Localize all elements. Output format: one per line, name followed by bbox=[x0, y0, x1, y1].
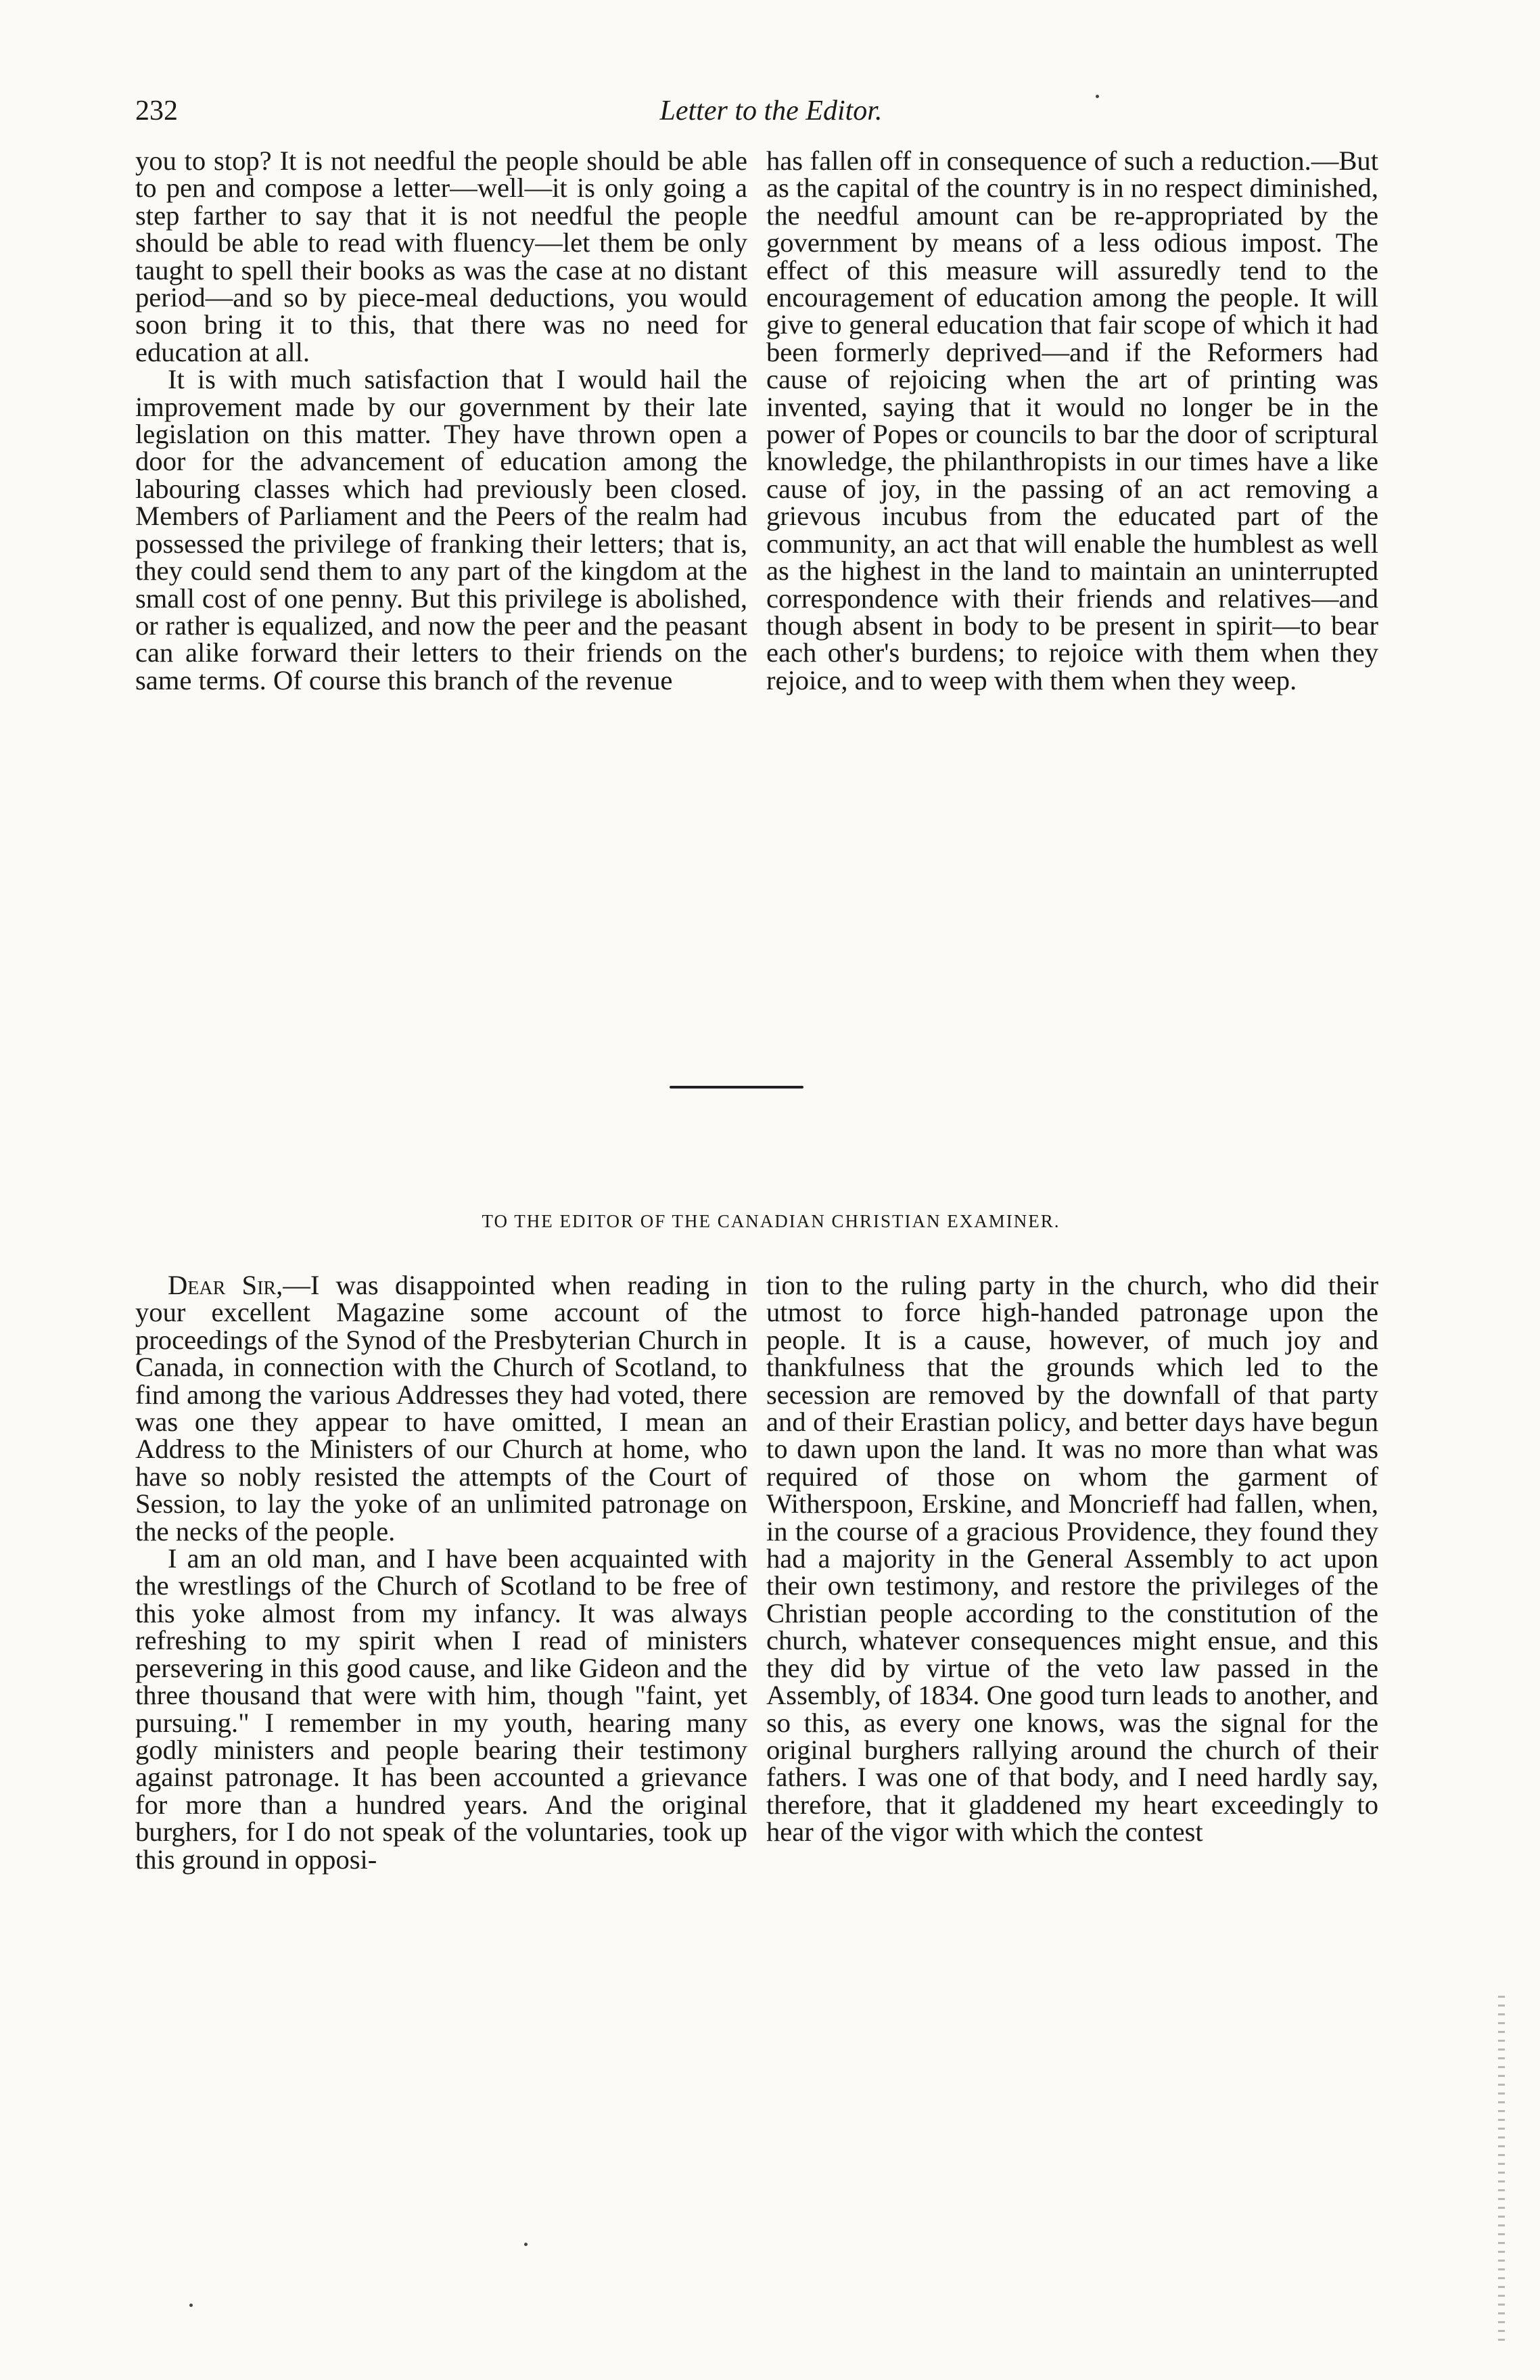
page-number: 232 bbox=[135, 95, 178, 127]
article1-paragraph: you to stop? It is not needful the people should be able to pen and compose a letter—well—it is only going a step farther to say that it is not needful the people should be able to read with fluency—let them be only taught to spell their books as was the case at no distant period—and so by piece-meal deductions, you would soon bring it to this, that there was no need for education at all. bbox=[135, 145, 747, 367]
running-head bbox=[135, 95, 1407, 135]
scan-speck bbox=[189, 2304, 193, 2307]
article1-left-column bbox=[135, 147, 747, 694]
article1-paragraph: has fallen off in consequence of such a reduction.—But as the capital of the country is in no respect diminished, the needful amount can be re-appropriated by the government by means of a less odious impost. The effect of this measure will assuredly tend to the encouragement of education among the people. It will give to general education that fair scope of which it had been formerly deprived—and if the Reformers had cause of rejoicing when the art of printing was invented, saying that it would no longer be in the power of Popes or councils to bar the door of scriptural knowledge, the philanthropists in our times have a like cause of joy, in the passing of an act removing a grievous incubus from the educated part of the community, an act that will enable the humblest as well as the highest in the land to maintain an uninterrupted correspondence with their friends and relatives—and though absent in body to be present in spirit—to bear each other's burdens; to rejoice with them when they rejoice, and to weep with them when they weep. bbox=[766, 145, 1378, 695]
article2-paragraph-text: —I was disappointed when reading in your excellent Magazine some account of the proceedings of the Synod of the Presbyterian Church in Canada, in connection with the Church of Scotland, to find among the various Addresses they had voted, there was one they appear to have omitted, I mean an Address to the Ministers of our Church at home, who have so nobly resisted the attempts of the Court of Session, to lay the yoke of an unlimited patronage on the necks of the people. bbox=[135, 1270, 747, 1547]
header-title: Letter to the Editor. bbox=[659, 95, 883, 127]
salutation: Dear Sir, bbox=[168, 1270, 283, 1300]
article1-paragraph: It is with much satisfaction that I would hail the improvement made by our government by their late legislation on this matter. They have thrown open a door for the advancement of education among the labouring classes which had previously been closed. Members of Parliament and the Peers of the realm had possessed the privilege of franking their letters; that is, they could send them to any part of the kingdom at the small cost of one penny. But this privilege is abolished, or rather is equalized, and now the peer and the peasant can alike forward their letters to their friends on the same terms. Of course this branch of the revenue bbox=[135, 364, 747, 695]
letter-heading: TO THE EDITOR OF THE CANADIAN CHRISTIAN EXAMINER. bbox=[482, 1211, 1060, 1231]
article2-paragraph: I am an old man, and I have been acquainted with the wrestlings of the Church of Scotland to be free of this yoke almost from my infancy. It was always refreshing to my spirit when I read of ministers persevering in this good cause, and like Gideon and the three thousand that were with him, though "faint, yet pursuing." I remember in my youth, hearing many godly ministers and people bearing their testimony against patronage. It has been accounted a grievance for more than a hundred years. And the original burghers, for I do not speak of the voluntaries, took up this ground in opposi- bbox=[135, 1543, 747, 1875]
article2-paragraph bbox=[135, 1272, 747, 1545]
margin-scan-marks bbox=[1498, 1996, 1505, 2348]
article2-right-column bbox=[766, 1272, 1378, 1846]
scan-speck bbox=[1096, 95, 1099, 98]
article1-right-column bbox=[766, 147, 1378, 694]
article2-left-column bbox=[135, 1272, 747, 1873]
scan-speck bbox=[524, 2243, 528, 2246]
article2-paragraph: tion to the ruling party in the church, who did their utmost to force high-handed patronage upon the people. It is a cause, however, of much joy and thankfulness that the grounds which led to the secession are removed by the downfall of that party and of their Erastian policy, and better days have begun to dawn upon the land. It was no more than what was required of those on whom the garment of Witherspoon, Erskine, and Moncrieff had fallen, when, in the course of a gracious Providence, they found they had a majority in the General Assembly to act upon their own testimony, and restore the privileges of the Christian people according to the constitution of the church, whatever consequences might ensue, and this they did by virtue of the veto law passed in the Assembly, of 1834. One good turn leads to another, and so this, as every one knows, was the signal for the original burghers rallying around the church of their fathers. I was one of that body, and I need hardly say, therefore, that it gladdened my heart exceedingly to hear of the vigor with which the contest bbox=[766, 1270, 1378, 1848]
section-divider bbox=[670, 1086, 803, 1089]
